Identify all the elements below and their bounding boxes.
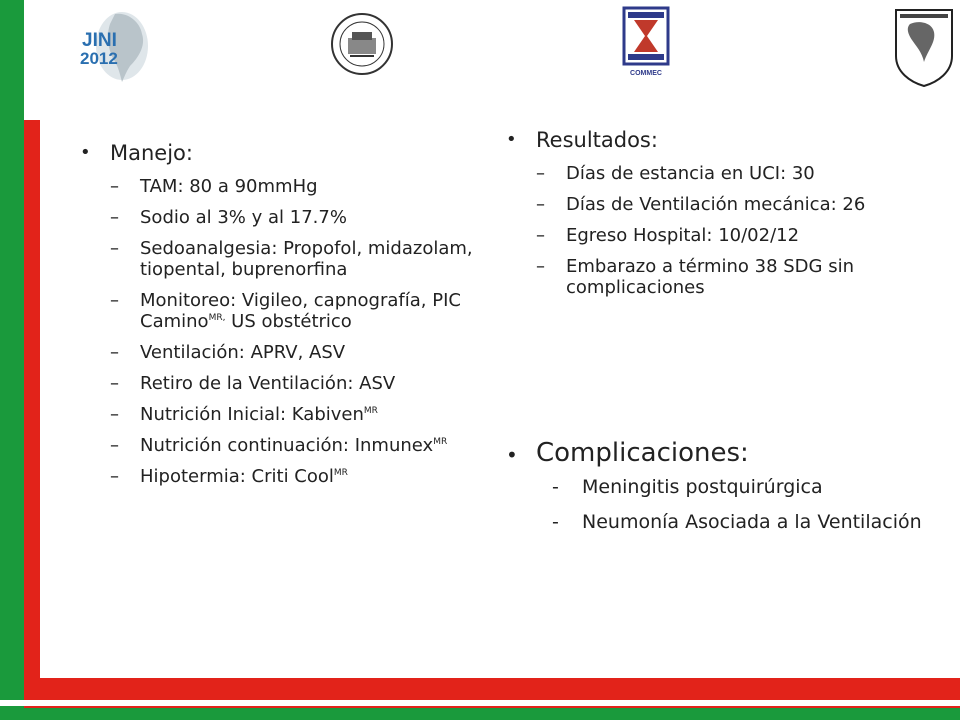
complicaciones-heading: • Complicaciones: [506, 438, 749, 468]
white-frame-gap [0, 700, 960, 706]
list-item: – Monitoreo: Vigileo, capnografía, PIC Camino$^{MR,}$ US obstétrico [110, 290, 461, 332]
list-item: – Nutrición continuación: Inmunex$^{MR}$ [110, 435, 448, 456]
green-frame-bottom [0, 708, 960, 720]
list-item: – Embarazo a término 38 SDG sin complicaciones [536, 256, 854, 298]
list-item: – TAM: 80 a 90mmHg [110, 176, 318, 197]
bullet-icon: • [506, 129, 517, 150]
green-frame-left [0, 0, 24, 720]
jini-2012-logo [60, 6, 160, 86]
svg-text:2012: 2012 [80, 49, 118, 68]
resultados-heading: • Resultados: [506, 128, 658, 152]
resultados-section [506, 127, 906, 298]
bullet-icon: • [80, 142, 91, 163]
svg-text:COMMEC: COMMEC [630, 70, 662, 77]
list-item: – Hipotermia: Criti Cool$^{MR}$ [110, 466, 348, 487]
resultados-list [536, 163, 906, 298]
red-frame-left [24, 120, 40, 708]
list-item: - Meningitis postquirúrgica [552, 476, 823, 498]
svg-text:JINI: JINI [82, 30, 117, 51]
list-item: – Egreso Hospital: 10/02/12 [536, 225, 800, 246]
manejo-list [110, 176, 480, 487]
manejo-heading: • Manejo: [80, 141, 193, 165]
list-item: – Sedoanalgesia: Propofol, midazolam, tiopental, buprenorfina [110, 238, 473, 280]
list-item: - Neumonía Asociada a la Ventilación [552, 511, 922, 533]
commec-logo [620, 4, 672, 80]
list-item: – Días de Ventilación mecánica: 26 [536, 194, 866, 215]
bullet-icon: • [506, 443, 518, 467]
hospital-seal-logo [330, 12, 394, 76]
list-item: – Nutrición Inicial: Kabiven$^{MR}$ [110, 404, 378, 425]
complicaciones-section [506, 438, 936, 538]
list-item: – Ventilación: APRV, ASV [110, 342, 346, 363]
list-item: – Sodio al 3% y al 17.7% [110, 207, 347, 228]
unam-shield-logo [892, 6, 956, 88]
complicaciones-list [536, 472, 936, 538]
list-item: – Retiro de la Ventilación: ASV [110, 373, 396, 394]
manejo-section [80, 140, 480, 487]
list-item: – Días de estancia en UCI: 30 [536, 163, 815, 184]
